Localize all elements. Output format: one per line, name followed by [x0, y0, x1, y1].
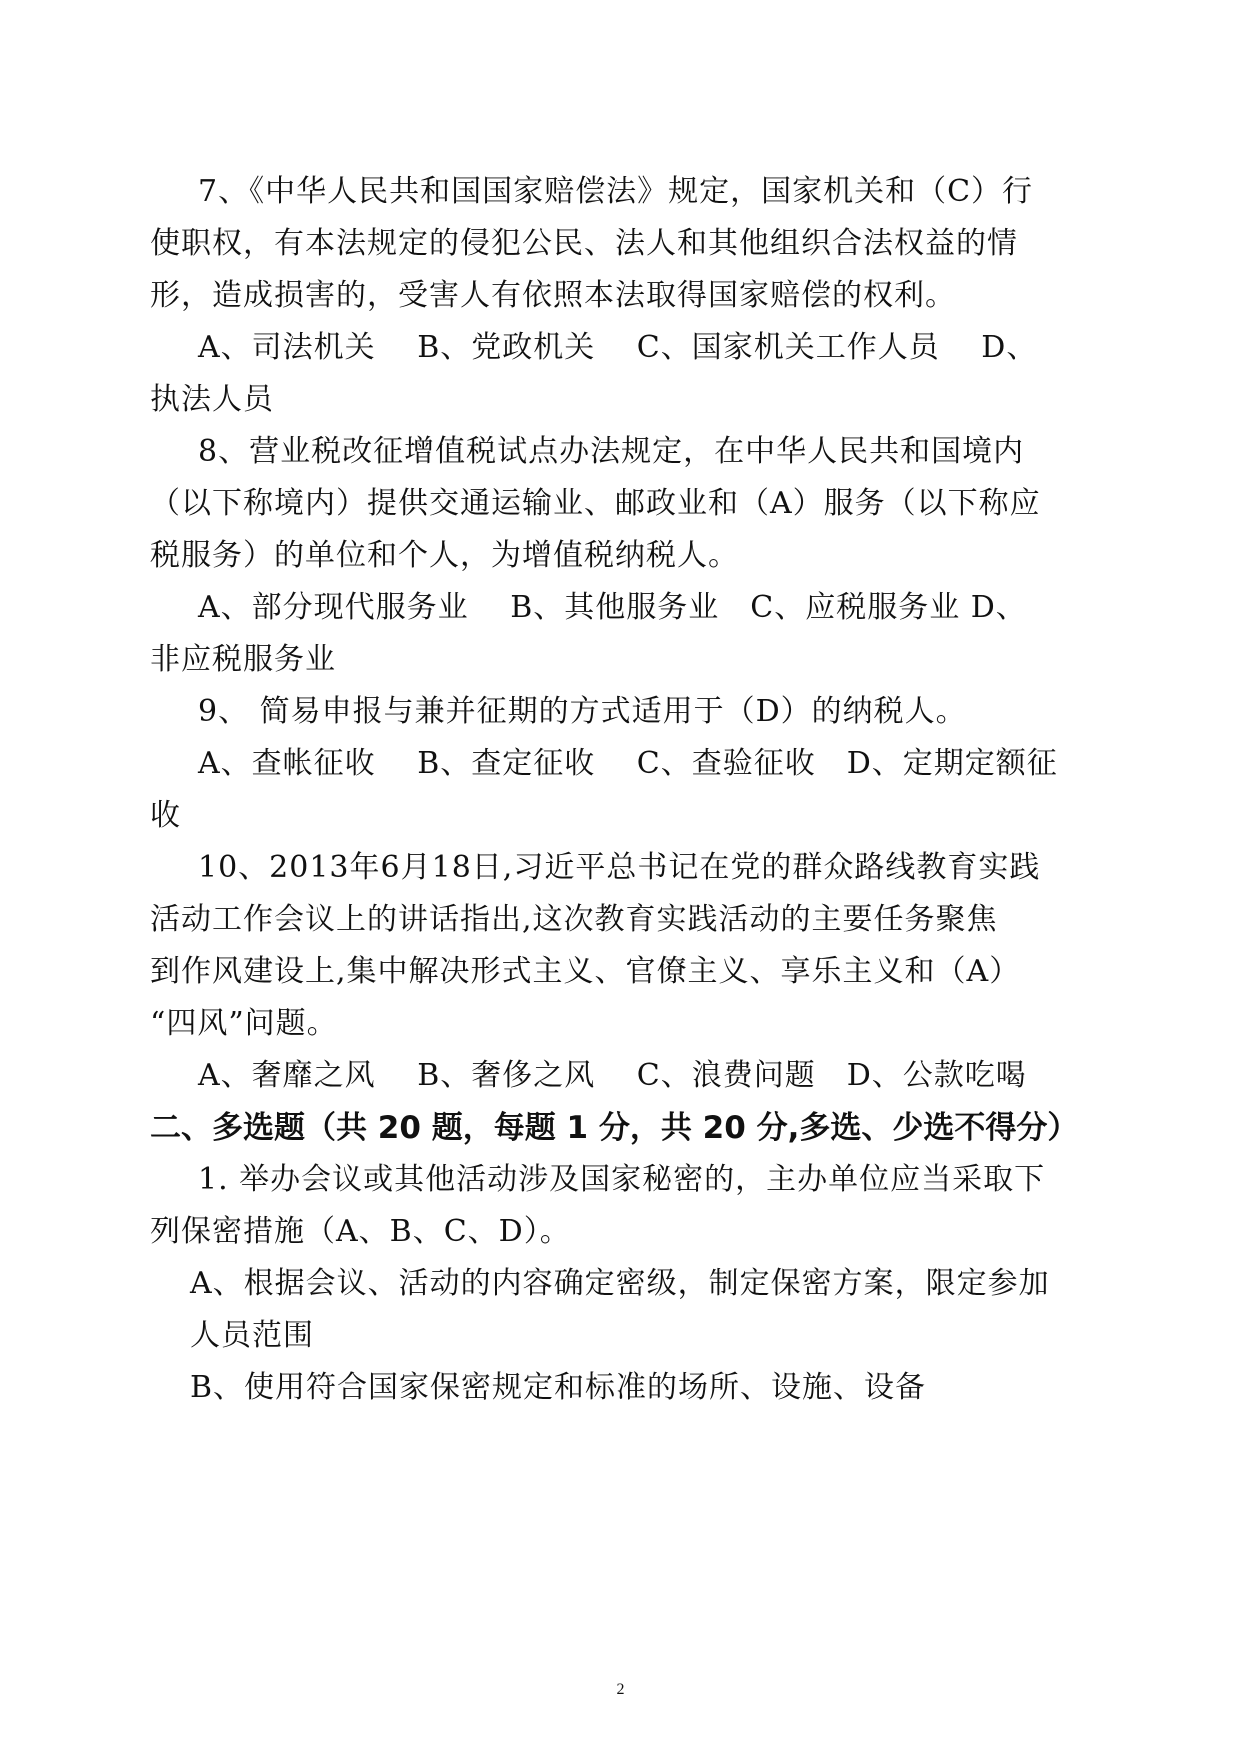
mc1-option-a-line-2: 人员范围	[190, 1318, 314, 1353]
page-number: 2	[616, 1681, 625, 1698]
q8-stem-line-2: （以下称境内）提供交通运输业、邮政业和（A）服务（以下称应	[150, 486, 1041, 521]
mc1-stem-line-1: 1. 举办会议或其他活动涉及国家秘密的，主办单位应当采取下	[198, 1162, 1046, 1197]
q7-stem-line-3: 形，造成损害的，受害人有依照本法取得国家赔偿的权利。	[150, 278, 956, 313]
q10-stem-line-2: 活动工作会议上的讲话指出,这次教育实践活动的主要任务聚焦	[150, 902, 998, 937]
q10-stem-line-3: 到作风建设上,集中解决形式主义、官僚主义、享乐主义和（A）	[150, 954, 1021, 989]
q8-stem-line-3: 税服务）的单位和个人，为增值税纳税人。	[150, 538, 739, 573]
q10-options: A、奢靡之风 B、奢侈之风 C、浪费问题 D、公款吃喝	[198, 1058, 1027, 1093]
q7-options-line-2: 执法人员	[150, 382, 274, 417]
mc1-option-b: B、使用符合国家保密规定和标准的场所、设施、设备	[190, 1370, 927, 1405]
q9-options-line-2: 收	[150, 798, 181, 833]
q9-options-line-1: A、查帐征收 B、查定征收 C、查验征收 D、定期定额征	[198, 746, 1058, 781]
q7-stem-line-2: 使职权，有本法规定的侵犯公民、法人和其他组织合法权益的情	[150, 226, 1018, 261]
q8-options-line-2: 非应税服务业	[150, 642, 336, 677]
section-heading-multiple-choice: 二、多选题（共 20 题，每题 1 分，共 20 分,多选、少选不得分）	[150, 1110, 1079, 1146]
q9-stem: 9、 简易申报与兼并征期的方式适用于（D）的纳税人。	[198, 694, 967, 729]
q10-stem-line-1: 10、2013年6月18日,习近平总书记在党的群众路线教育实践	[198, 850, 1041, 885]
q7-stem-line-1: 7、《中华人民共和国国家赔偿法》规定，国家机关和（C）行	[198, 174, 1034, 209]
q8-options-line-1: A、部分现代服务业 B、其他服务业 C、应税服务业 D、	[198, 590, 1027, 625]
q8-stem-line-1: 8、营业税改征增值税试点办法规定，在中华人民共和国境内	[198, 434, 1025, 469]
q10-stem-line-4: “四风”问题。	[150, 1006, 338, 1041]
mc1-stem-line-2: 列保密措施（A、B、C、D）。	[150, 1214, 571, 1249]
q7-options-line-1: A、司法机关 B、党政机关 C、国家机关工作人员 D、	[198, 330, 1038, 365]
mc1-option-a-line-1: A、根据会议、活动的内容确定密级，制定保密方案，限定参加	[190, 1266, 1050, 1301]
